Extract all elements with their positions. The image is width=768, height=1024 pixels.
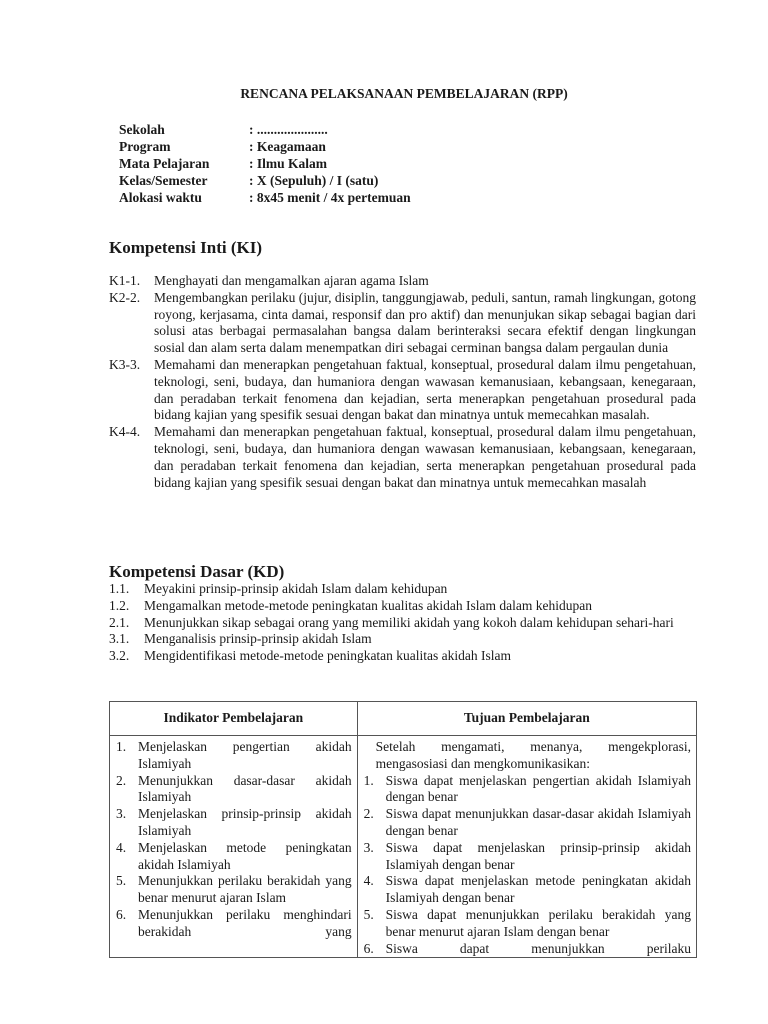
- kd-text: Mengidentifikasi metode-metode peningkatan kualitas akidah Islam: [144, 648, 512, 664]
- list-item: [116, 773, 352, 807]
- list-text: Menunjukkan perilaku berakidah yang benar menurut ajaran Islam: [138, 873, 352, 906]
- list-item: [364, 907, 691, 941]
- list-item: [364, 773, 691, 807]
- list-item: [116, 806, 352, 840]
- list-text: Siswa dapat menjelaskan pengertian akidah Islamiyah dengan benar: [385, 772, 691, 805]
- ki-number: K2-2.: [109, 289, 141, 305]
- document-title: RENCANA PELAKSANAAN PEMBELAJARAN (RPP): [240, 86, 568, 101]
- table-header-row: [110, 702, 697, 736]
- identity-row-kelas-semester: [119, 172, 411, 189]
- table-header-tujuan: Tujuan Pembelajaran: [357, 702, 696, 736]
- list-number: 2.: [116, 772, 127, 788]
- list-number: 3.: [363, 839, 374, 855]
- kd-heading: Kompetensi Dasar (KD): [109, 562, 285, 581]
- kd-number: 1.1.: [109, 581, 130, 596]
- list-number: 4.: [116, 839, 127, 855]
- list-number: 1.: [116, 739, 127, 754]
- identity-value: : Keagamaan: [249, 139, 326, 154]
- list-text: Siswa dapat menunjukkan perilaku: [385, 940, 691, 956]
- tujuan-cell: [357, 736, 696, 958]
- kd-text: Meyakini prinsip-prinsip akidah Islam dalam kehidupan: [144, 581, 448, 596]
- ki-number: K4-4.: [109, 424, 141, 440]
- kd-text: Menganalisis prinsip-prinsip akidah Islam: [144, 631, 372, 647]
- list-text: Menjelaskan prinsip-prinsip akidah Islamiyah: [138, 806, 352, 838]
- identity-label: Mata Pelajaran: [119, 156, 210, 171]
- list-number: 5.: [363, 906, 374, 922]
- ki-heading: Kompetensi Inti (KI): [109, 238, 262, 257]
- kd-item: [109, 631, 696, 648]
- kd-number: 2.1.: [109, 614, 130, 630]
- kd-text: Mengamalkan metode-metode peningkatan kualitas akidah Islam dalam kehidupan: [144, 597, 592, 613]
- indikator-cell: [110, 736, 358, 958]
- list-number: 1.: [363, 772, 374, 788]
- kd-item: [109, 581, 696, 598]
- ki-number: K3-3.: [109, 356, 141, 372]
- list-item: [364, 873, 691, 907]
- identity-value: : Ilmu Kalam: [249, 156, 328, 171]
- tujuan-intro: Setelah mengamati, menanya, mengekplorasi, mengasosiasi dan mengkomunikasikan:: [375, 739, 691, 771]
- list-item: [116, 873, 352, 907]
- identity-label: Sekolah: [119, 122, 165, 137]
- table-header-indikator: Indikator Pembelajaran: [110, 702, 358, 736]
- ki-text: Menghayati dan mengamalkan ajaran agama Islam: [154, 273, 429, 288]
- list-text: Siswa dapat menunjukkan perilaku berakidah yang benar menurut ajaran Islam dengan benar: [385, 906, 691, 939]
- kd-list: [109, 581, 696, 665]
- identity-row-program: [119, 138, 411, 155]
- identity-block: [119, 121, 411, 206]
- list-text: Siswa dapat menunjukkan dasar-dasar akidah Islamiyah dengan benar: [385, 806, 691, 838]
- list-item: [116, 840, 352, 874]
- identity-value: : 8x45 menit / 4x pertemuan: [249, 190, 411, 205]
- list-item: [364, 941, 691, 957]
- list-number: 6.: [116, 906, 127, 922]
- list-item: [364, 840, 691, 874]
- list-number: 5.: [116, 873, 127, 889]
- identity-row-alokasi-waktu: [119, 189, 411, 206]
- identity-value: : .....................: [249, 122, 328, 137]
- list-text: Siswa dapat menjelaskan prinsip-prinsip akidah Islamiyah dengan benar: [385, 839, 691, 872]
- ki-item: [109, 357, 696, 424]
- kd-text: Menunjukkan sikap sebagai orang yang memiliki akidah yang kokoh dalam kehidupan sehari-hari: [144, 614, 674, 630]
- identity-row-sekolah: [119, 121, 411, 138]
- identity-row-mata-pelajaran: [119, 155, 411, 172]
- ki-item: [109, 424, 696, 491]
- list-item: [116, 739, 352, 773]
- ki-number: K1-1.: [109, 273, 141, 288]
- ki-list: [109, 273, 696, 491]
- table-row: [110, 736, 697, 958]
- kd-number: 3.2.: [109, 648, 130, 664]
- identity-label: Program: [119, 139, 171, 154]
- list-text: Menjelaskan metode peningkatan akidah Islamiyah: [138, 839, 352, 872]
- kd-item: [109, 598, 696, 615]
- identity-value: : X (Sepuluh) / I (satu): [249, 173, 379, 188]
- list-number: 3.: [116, 806, 127, 822]
- ki-item: [109, 290, 696, 357]
- list-number: 6.: [363, 940, 374, 956]
- indikator-tujuan-table: [109, 701, 697, 958]
- kd-item: [109, 648, 696, 665]
- list-number: 4.: [363, 873, 374, 889]
- ki-text: Memahami dan menerapkan pengetahuan faktual, konseptual, prosedural dalam ilmu pengetahuan, teknologi, seni, budaya, dan humaniora dengan wawasan kemanusiaan, kebangsaan, kenegaraan, dan peradaban terkait fenomena dan kejadian, serta menerapkan pengetahuan prosedural pada bidang kajian yang spesifik sesuai dengan bakat dan minatnya untuk memecahkan masalah: [154, 424, 696, 490]
- kd-number: 1.2.: [109, 597, 130, 613]
- identity-label: Kelas/Semester: [119, 173, 208, 188]
- list-number: 2.: [363, 806, 374, 822]
- list-text: Menunjukkan perilaku menghindari berakidah yang: [138, 906, 352, 939]
- kd-number: 3.1.: [109, 631, 130, 647]
- list-text: Siswa dapat menjelaskan metode peningkatan akidah Islamiyah dengan benar: [385, 873, 691, 906]
- ki-text: Mengembangkan perilaku (jujur, disiplin, tanggungjawab, peduli, santun, ramah lingkungan, gotong royong, kerjasama, cinta damai, responsif dan pro aktif) dan menunjukan sikap sebagai bagian dari solusi atas berbagai permasalahan bangsa dalam berinteraksi secara efektif dengan lingkungan sosial dan alam serta dalam menempatkan diri sebagai cerminan bangsa dalam pergaulan dunia: [154, 289, 696, 356]
- list-text: Menunjukkan dasar-dasar akidah Islamiyah: [138, 772, 352, 805]
- kd-item: [109, 615, 696, 632]
- identity-label: Alokasi waktu: [119, 190, 202, 205]
- list-text: Menjelaskan pengertian akidah Islamiyah: [138, 739, 352, 771]
- ki-item: [109, 273, 696, 290]
- list-item: [116, 907, 352, 941]
- ki-text: Memahami dan menerapkan pengetahuan faktual, konseptual, prosedural dalam ilmu pengetahuan, teknologi, seni, budaya, dan humaniora dengan wawasan kemanusiaan, kebangsaan, kenegaraan, dan peradaban terkait fenomena dan kejadian, serta menerapkan pengetahuan prosedural pada bidang kajian yang spesifik sesuai dengan bakat dan minatnya untuk memecahkan masalah.: [154, 356, 696, 423]
- list-item: [364, 806, 691, 840]
